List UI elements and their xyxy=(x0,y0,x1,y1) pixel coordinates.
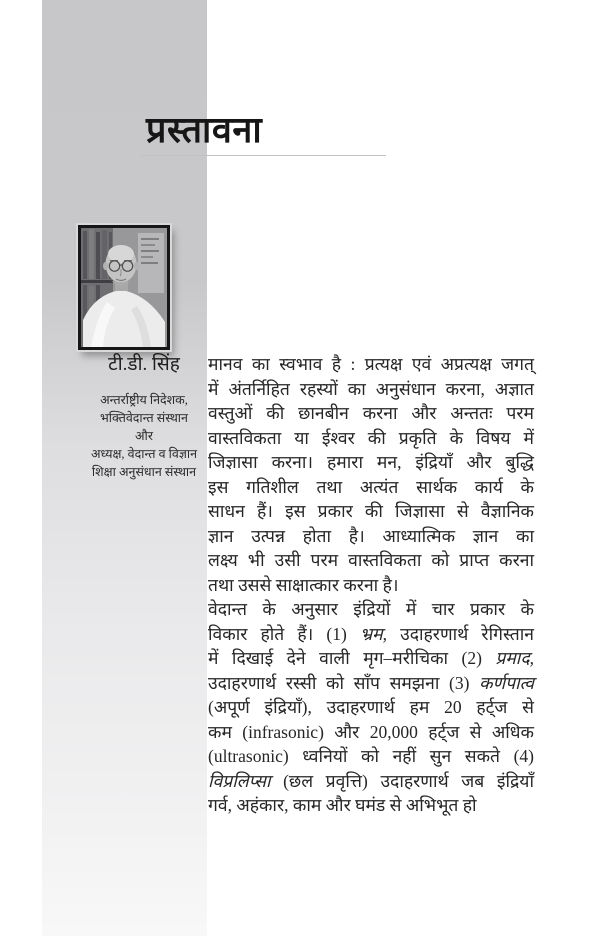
title-underline xyxy=(140,155,386,156)
body-text-line: साधन हैं। इस प्रकार की जिज्ञासा से वैज्ञानिक xyxy=(208,501,534,521)
page-title: प्रस्तावना xyxy=(146,110,263,150)
body-text-line: लक्ष्य भी उसी परम वास्तविकता को प्राप्त करना xyxy=(208,550,534,570)
body-text-line: मानव का स्वभाव है : प्रत्यक्ष एवं अप्रत्यक्ष जगत् xyxy=(208,354,534,374)
author-info-line: अध्यक्ष, वेदान्त व विज्ञान xyxy=(90,447,198,461)
author-info-line: भक्तिवेदान्त संस्थान xyxy=(99,411,188,425)
body-text xyxy=(208,352,534,818)
body-text-line: (ultrasonic) ध्वनियों को नहीं सुन सकते (4) xyxy=(208,746,534,766)
author-info-line: शिक्षा अनुसंधान संस्थान xyxy=(91,465,197,479)
body-text-line: में अंतर्निहित रहस्यों का अनुसंधान करना, अज्ञात xyxy=(208,378,534,399)
body-text-line: जिज्ञासा करना। हमारा मन, इंद्रियाँ और बुद्धि xyxy=(208,452,534,472)
body-text-line: उदाहरणार्थ रस्सी को साँप समझना (3) कर्णपात्व xyxy=(208,672,534,693)
body-text-line: ज्ञान उत्पन्न होता है। आध्यात्मिक ज्ञान का xyxy=(208,525,534,546)
body-text-line: विकार होते हैं। (1) भ्रम, उदाहरणार्थ रेगिस्तान xyxy=(208,623,534,644)
body-text-line: में दिखाई देने वाली मृग–मरीचिका (2) प्रमाद, xyxy=(208,648,534,668)
body-text-line: वेदान्त के अनुसार इंद्रियों में चार प्रकार के xyxy=(208,599,534,619)
body-text-line: (अपूर्ण इंद्रियाँ), उदाहरणार्थ हम 20 हर्ट्ज से xyxy=(208,697,534,717)
body-text-line: इस गतिशील तथा अत्यंत सार्थक कार्य के xyxy=(208,476,534,497)
author-name: टी.डी. सिंह xyxy=(108,354,180,375)
body-text-line: कम (infrasonic) और 20,000 हर्ट्ज से अधिक xyxy=(208,721,534,742)
author-info-line: और xyxy=(135,429,153,443)
author-info-line: अन्तर्राष्ट्रीय निदेशक, xyxy=(100,393,188,407)
author-portrait-photo-icon xyxy=(81,228,167,347)
body-text-line: वास्तविकता या ईश्वर की प्रकृति के विषय में xyxy=(208,427,534,448)
body-text-line: गर्व, अहंकार, काम और घमंड से अभिभूत हो xyxy=(208,795,477,815)
body-text-line: तथा उससे साक्षात्कार करना है। xyxy=(208,574,399,595)
body-text-line: विप्रलिप्सा (छल प्रवृत्ति) उदाहरणार्थ जब इंद्रियाँ xyxy=(208,770,534,791)
author-photo xyxy=(78,225,170,350)
body-text-line: वस्तुओं की छानबीन करना और अन्ततः परम xyxy=(208,403,534,423)
